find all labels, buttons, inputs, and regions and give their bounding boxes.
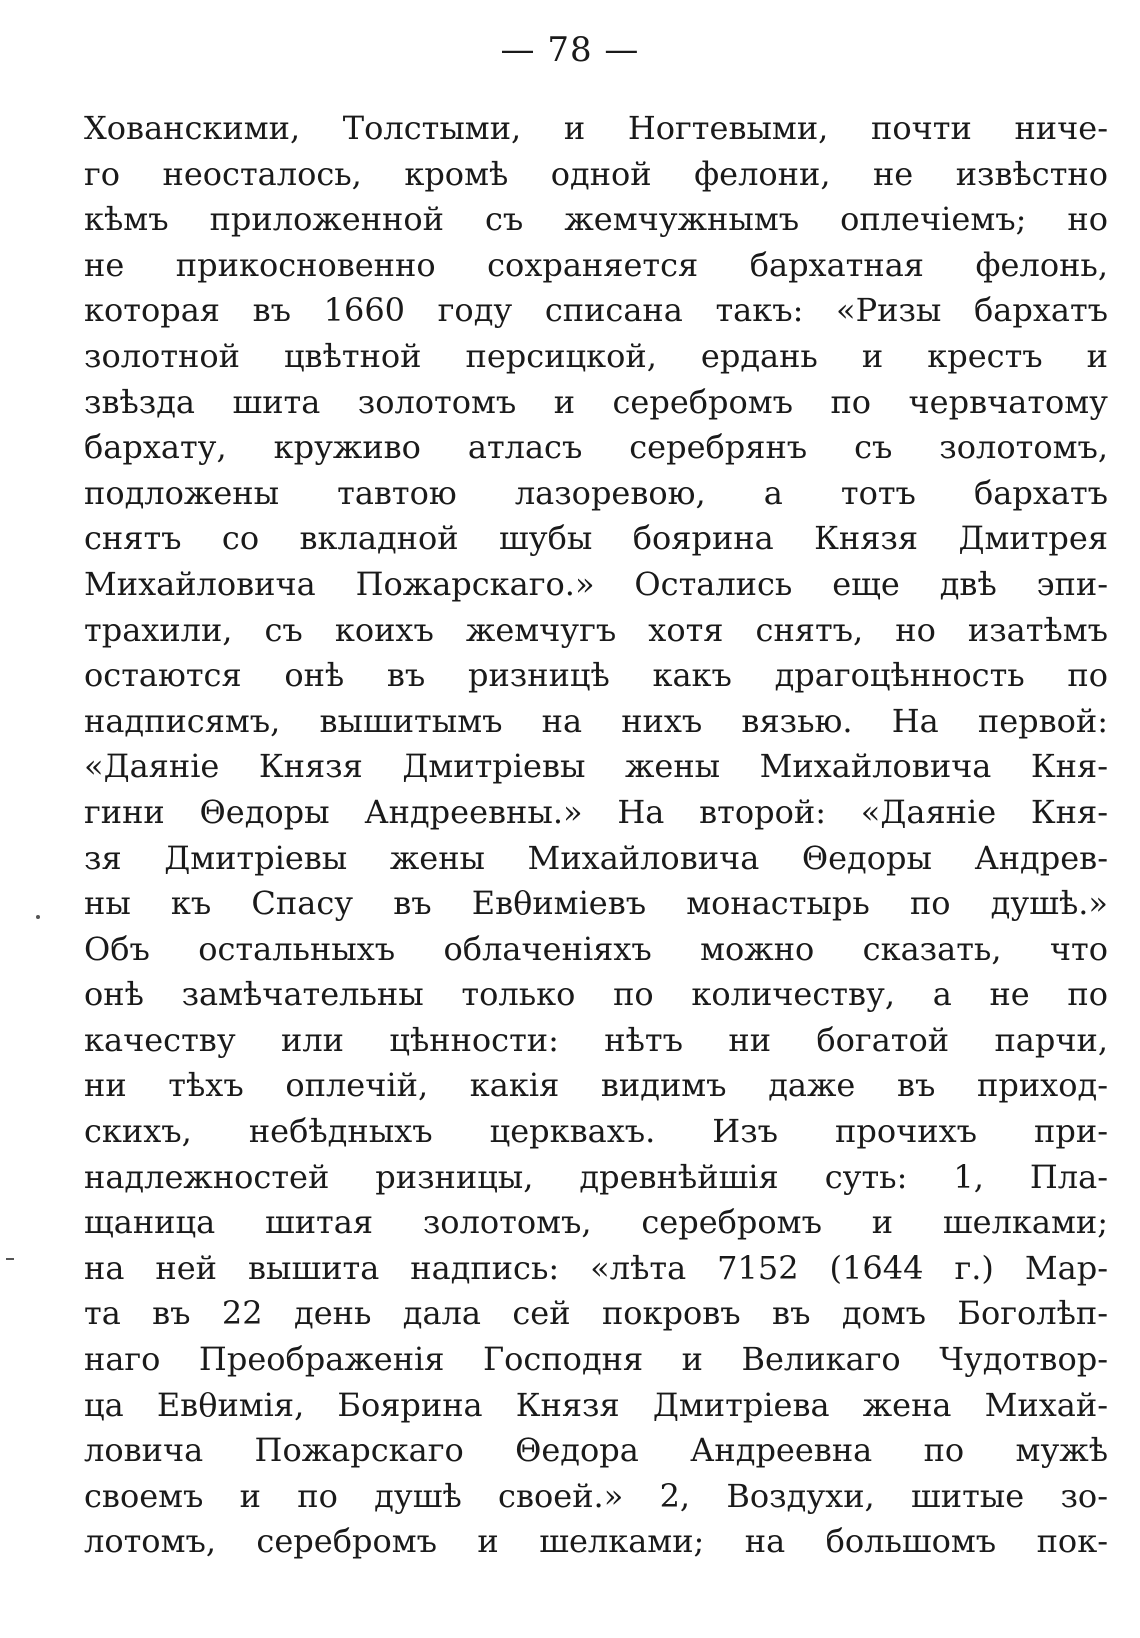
text-line: ца Евθимія, Боярина Князя Дмитріева жена Михай- (84, 1385, 1108, 1424)
text-line: подложены тавтою лазоревою, а тотъ бархатъ (84, 473, 1108, 512)
text-line: щаница шитая золотомъ, серебромъ и шелками; (84, 1203, 1108, 1242)
text-line: остаются онѣ въ ризницѣ какъ драгоцѣнность по (84, 656, 1108, 695)
text-line: гини Θедоры Андреевны.» На второй: «Даяніе Кня- (84, 792, 1108, 831)
text-line: «Даяніе Князя Дмитріевы жены Михайловича Кня- (84, 747, 1108, 786)
text-line: ны къ Спасу въ Евθиміевъ монастырь по душѣ.» (84, 884, 1108, 923)
text-line: онѣ замѣчательны только по количеству, а не по (84, 975, 1108, 1014)
text-line: трахили, съ коихъ жемчугъ хотя снятъ, но изатѣмъ (84, 610, 1108, 649)
text-line: кѣмъ приложенной съ жемчужнымъ оплечіемъ; но (84, 200, 1108, 239)
text-body (84, 106, 1108, 1565)
text-line: зя Дмитріевы жены Михайловича Θедоры Андрев- (84, 838, 1108, 877)
text-line: на ней вышита надпись: «лѣта 7152 (1644 г.) Мар- (84, 1248, 1108, 1287)
text-line: Хованскими, Толстыми, и Ногтевыми, почти ниче- (84, 109, 1108, 147)
text-line: Объ остальныхъ облаченіяхъ можно сказать, что (84, 929, 1108, 968)
text-line: снятъ со вкладной шубы боярина Князя Дмитрея (84, 519, 1108, 558)
text-line: го неосталось, кромѣ одной фелони, не извѣстно (84, 154, 1108, 193)
text-line: бархату, круживо атласъ серебрянъ съ золотомъ, (84, 428, 1108, 467)
text-line: наго Преображенія Господня и Великаго Чудотвор- (84, 1340, 1108, 1379)
text-line: Михайловича Пожарскаго.» Остались еще двѣ эпи- (84, 564, 1108, 603)
text-line: своемъ и по душѣ своей.» 2, Воздухи, шитые зо- (84, 1476, 1108, 1515)
text-line: надписямъ, вышитымъ на нихъ вязью. На первой: (84, 701, 1108, 740)
text-line: звѣзда шита золотомъ и серебромъ по червчатому (84, 382, 1108, 421)
page-number: — 78 — (500, 30, 640, 70)
text-line: которая въ 1660 году списана такъ: «Ризы бархатъ (84, 291, 1108, 330)
margin-speck (6, 1258, 14, 1260)
text-line: не прикосновенно сохраняется бархатная фелонь, (84, 245, 1108, 284)
text-line: скихъ, небѣдныхъ церквахъ. Изъ прочихъ при- (84, 1112, 1108, 1151)
text-line: лотомъ, серебромъ и шелками; на большомъ пок- (84, 1522, 1108, 1561)
text-line: та въ 22 день дала сей покровъ въ домъ Боголѣп- (84, 1294, 1108, 1333)
text-line: ловича Пожарскаго Θедора Андреевна по мужѣ (84, 1431, 1108, 1470)
text-line: надлежностей ризницы, древнѣйшія суть: 1, Пла- (84, 1157, 1108, 1196)
text-line: качеству или цѣнности: нѣтъ ни богатой парчи, (84, 1020, 1108, 1059)
text-line: ни тѣхъ оплечій, какія видимъ даже въ приход- (84, 1066, 1108, 1105)
text-line: золотной цвѣтной персицкой, ердань и крестъ и (84, 336, 1108, 375)
margin-speck (36, 915, 40, 919)
